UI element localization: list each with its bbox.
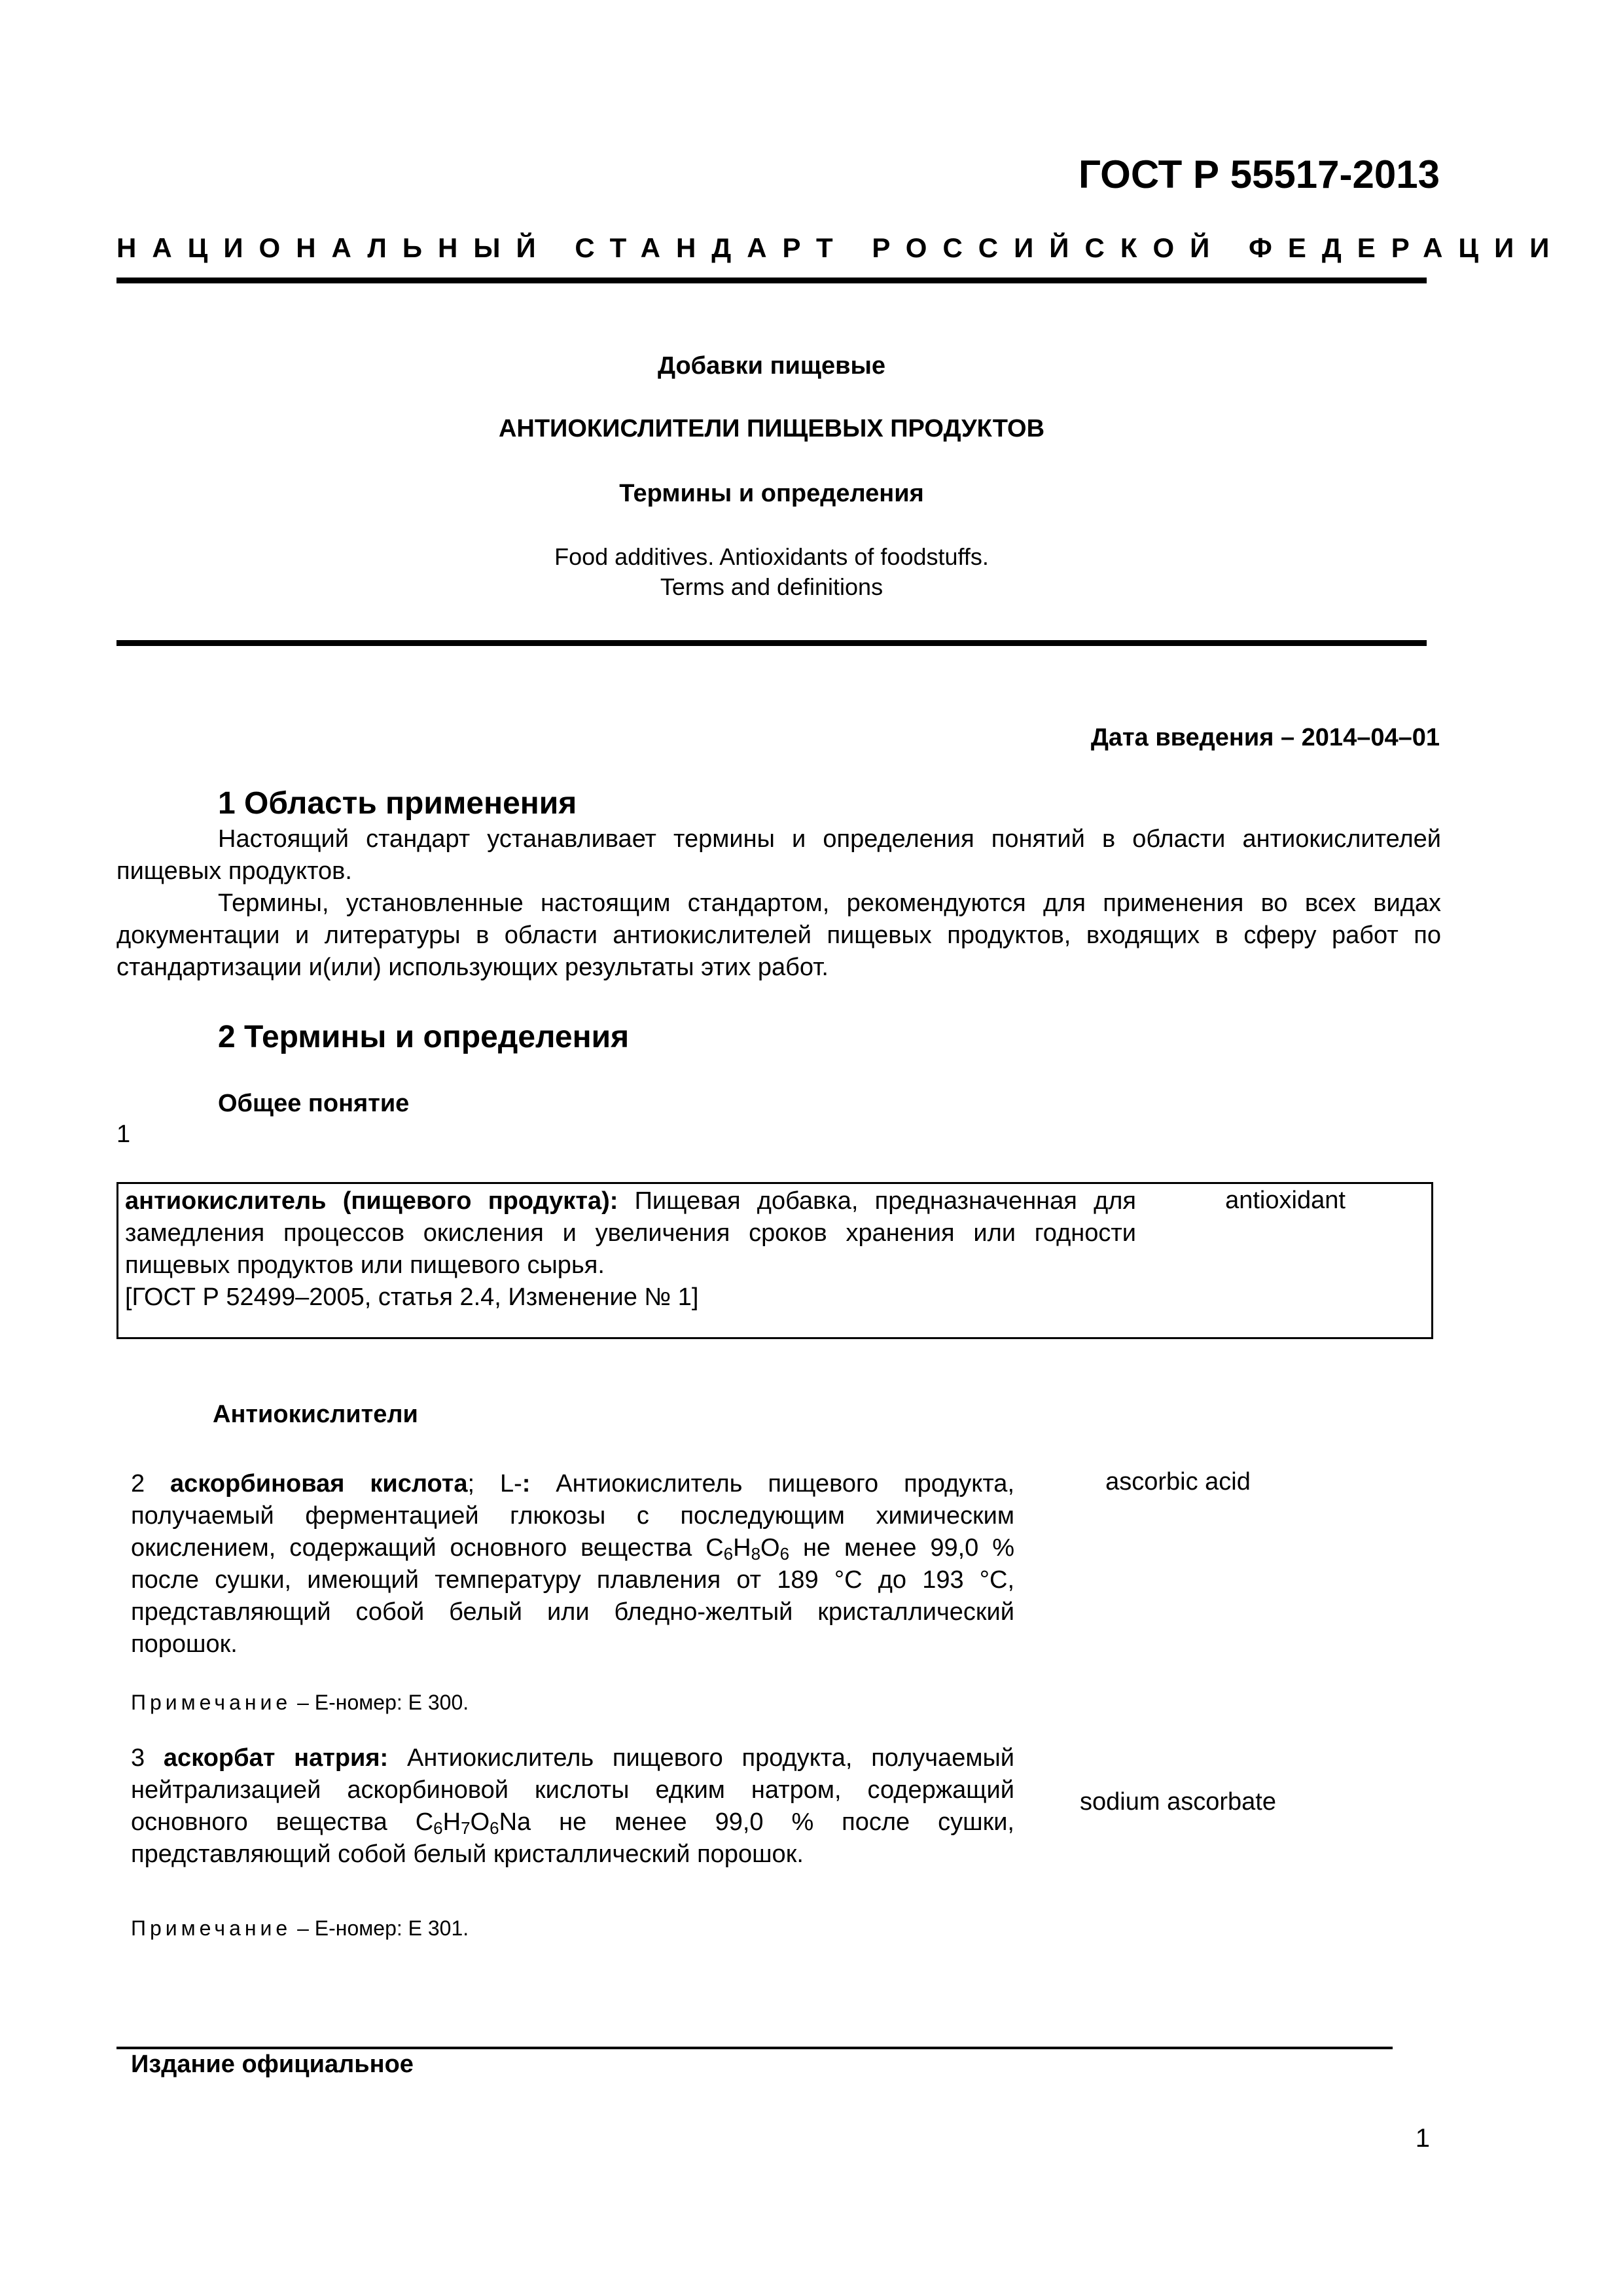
term-3-formula-sub-h: 7	[461, 1818, 471, 1838]
english-title-line-1: Food additives. Antioxidants of foodstuffs.	[554, 543, 989, 570]
subheading-general-concept: Общее понятие	[218, 1090, 410, 1117]
term-3-text-a: Антиокислитель пищевого продукта, получаемый нейтрализацией аскорбиновой кислоты едким натром, содержащий основного вещества C	[131, 1744, 1014, 1836]
section-1-paragraph-2: Термины, установленные настоящим стандартом, рекомендуются для применения во всех видах документации и литературы в области антиокислителей пищевых продуктов, входящих в сферу работ по стандартизации и(или) использующих результаты этих работ.	[116, 889, 1441, 981]
term-3-formula-na: Na	[499, 1808, 531, 1836]
standard-code: ГОСТ Р 55517-2013	[1078, 152, 1440, 196]
title-line-3: Термины и определения	[619, 480, 924, 507]
term-2-formula-sub-h: 8	[751, 1544, 761, 1564]
term-3-formula-sub-o: 6	[490, 1818, 499, 1838]
term-3-formula-h: H	[442, 1808, 461, 1836]
term-3-definition	[131, 1742, 1014, 1871]
section-1-heading: 1 Область применения	[218, 786, 577, 821]
term-1-text: Пищевая добавка, предназначенная для замедления процессов окисления и увеличения сроков хранения или годности пищевых продуктов или пищевого сырья.	[125, 1187, 1137, 1279]
term-3-note-label: Примечание	[131, 1916, 292, 1940]
national-standard-banner: НАЦИОНАЛЬНЫЙ СТАНДАРТ РОССИЙСКОЙ ФЕДЕРАЦИИ	[116, 232, 1565, 263]
term-2-note-text: – Е-номер: Е 300.	[291, 1691, 469, 1714]
edition-label: Издание официальное	[131, 2051, 414, 2078]
term-3-name: аскорбат натрия:	[163, 1744, 389, 1772]
title-rule	[116, 640, 1427, 646]
term-2-text-a: Антиокислитель пищевого продукта, получаемый ферментацией глюкозы с последующим химическим окислением, содержащий основного вещества C	[131, 1470, 1014, 1562]
page-number: 1	[1415, 2124, 1430, 2153]
section-2-heading: 2 Термины и определения	[218, 1020, 630, 1054]
subheading-antioxidants: Антиокислители	[213, 1401, 418, 1428]
term-1-box	[116, 1182, 1433, 1339]
term-3-note-text: – Е-номер: Е 301.	[291, 1916, 469, 1940]
term-3-english: sodium ascorbate	[1080, 1788, 1276, 1816]
term-2-note-label: Примечание	[131, 1691, 292, 1714]
english-title	[116, 542, 1427, 602]
footer-rule	[116, 2047, 1393, 2049]
term-2-definition	[131, 1468, 1014, 1660]
term-2-formula-o: O	[760, 1534, 780, 1562]
term-3-text-b: не менее 99,0 % после сушки, представляющий собой белый кристаллический порошок.	[131, 1808, 1014, 1868]
term-2-number: 2	[131, 1470, 145, 1498]
term-2-formula-h: H	[733, 1534, 751, 1562]
introduction-date: Дата введения – 2014–04–01	[1090, 724, 1440, 751]
term-2-colon: :	[522, 1470, 531, 1498]
term-2-synonym: ; L-	[467, 1470, 522, 1498]
term-1-reference: [ГОСТ Р 52499–2005, статья 2.4, Изменение № 1]	[125, 1283, 699, 1311]
term-2-formula-sub-c: 6	[723, 1544, 734, 1564]
title-line-1: Добавки пищевые	[657, 352, 886, 380]
term-2-name: аскорбиновая кислота	[170, 1470, 468, 1498]
section-1-paragraph-1: Настоящий стандарт устанавливает термины и определения понятий в области антиокислителей пищевых продуктов.	[116, 825, 1441, 885]
term-3-note	[131, 1916, 469, 1941]
term-1-name: антиокислитель (пищевого продукта):	[125, 1187, 618, 1215]
title-line-2: АНТИОКИСЛИТЕЛИ ПИЩЕВЫХ ПРОДУКТОВ	[498, 415, 1045, 442]
english-title-line-2: Terms and definitions	[660, 573, 883, 600]
header-rule	[116, 278, 1427, 283]
term-2-formula-sub-o: 6	[779, 1544, 790, 1564]
term-3-number: 3	[131, 1744, 145, 1772]
term-3-formula-o: O	[470, 1808, 490, 1836]
term-1-number: 1	[116, 1121, 131, 1148]
term-1-english: antioxidant	[1225, 1187, 1346, 1214]
term-2-english: ascorbic acid	[1105, 1468, 1251, 1496]
term-2-text-b: не менее 99,0 % после сушки, имеющий температуру плавления от 189 °C до 193 °C, представляющий собой белый или бледно-желтый кристаллический порошок.	[131, 1534, 1014, 1658]
term-3-formula-sub-c: 6	[433, 1818, 443, 1838]
term-1-definition	[125, 1185, 1136, 1314]
term-2-note	[131, 1691, 469, 1715]
